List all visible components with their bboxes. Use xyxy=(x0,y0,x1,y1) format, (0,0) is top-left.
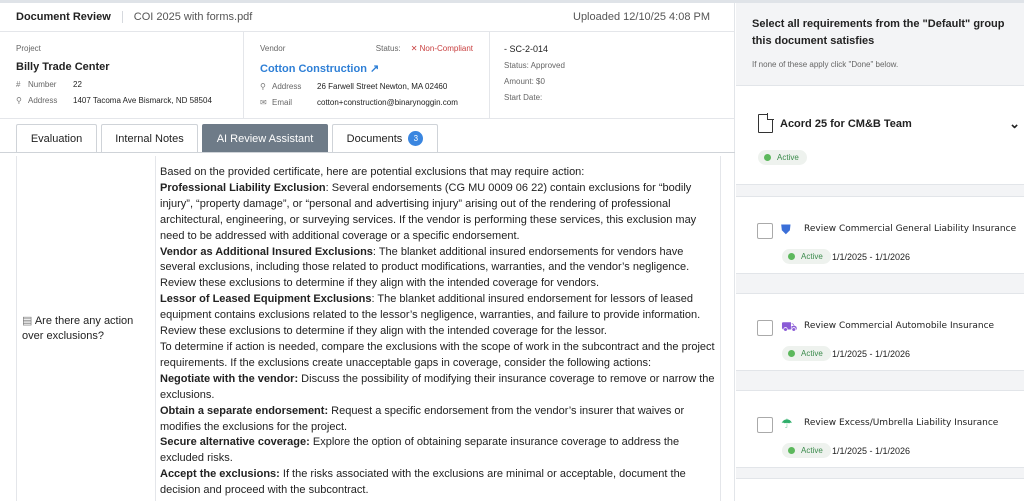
question-cell xyxy=(16,156,156,501)
contract-amount: Amount: $0 xyxy=(504,77,545,86)
status-label: Status: xyxy=(375,44,401,53)
action-body: Request a specific endorsement from the vendor’s insurer that waives or modifies the exclusions for the project. xyxy=(160,404,685,433)
exclusion-heading: Lessor of Leased Equipment Exclusions xyxy=(160,293,372,306)
exclusion-body: : The blanket additional insured endorsements for vendors have several exclusions, including those related to product modifications, warranties, and the vendor’s negligence. Review these exclusions to determine if they align with the intended coverage for vendors. xyxy=(160,245,690,290)
info-panel xyxy=(0,32,734,119)
vendor-email-row xyxy=(260,98,473,107)
location-pin-icon: ⚲ xyxy=(16,96,22,105)
status-text: Active xyxy=(777,153,799,162)
requirement-title: Review Commercial General Liability Insurance xyxy=(804,224,1017,234)
tab-label: Evaluation xyxy=(30,132,83,145)
exclusion-body: : The blanket additional insured endorsement for lessors of leased equipment contains exclusions related to the lessor’s negligence, warranties, and failure to provide information. Review these exclusions to determine if they align with the intended coverage for the lessor. xyxy=(160,293,701,338)
exclusion-heading: Professional Liability Exclusion xyxy=(160,181,326,194)
ai-answer xyxy=(160,165,716,499)
non-compliant-badge xyxy=(411,44,473,53)
question-text xyxy=(22,314,147,344)
action-heading: Secure alternative coverage: xyxy=(160,436,310,449)
tab-evaluation[interactable] xyxy=(16,124,97,152)
umbrella-icon: ☂ xyxy=(781,416,793,431)
requirement-dates: 1/1/2025 - 1/1/2026 xyxy=(832,446,911,456)
requirement-dates: 1/1/2025 - 1/1/2026 xyxy=(832,252,911,262)
shield-icon: ⛊ xyxy=(781,222,791,237)
hash-icon: # xyxy=(16,80,21,89)
tab-label: Internal Notes xyxy=(115,132,184,145)
project-address: 1407 Tacoma Ave Bismarck, ND 58504 xyxy=(73,96,212,105)
project-address-row xyxy=(16,96,227,105)
status-badge xyxy=(782,443,831,458)
contract-status: Status: Approved xyxy=(504,61,565,70)
vendor-info xyxy=(244,32,490,118)
status-text: Active xyxy=(801,349,823,358)
requirement-card xyxy=(736,293,1024,371)
status-badge xyxy=(758,150,807,165)
status-dot xyxy=(788,253,795,260)
group-title: Acord 25 for CM&B Team xyxy=(780,118,912,130)
requirement-title: Review Commercial Automobile Insurance xyxy=(804,321,995,331)
requirement-title: Review Excess/Umbrella Liability Insurance xyxy=(804,418,999,428)
question-label: Are there any action over exclusions? xyxy=(22,315,134,342)
status-dot xyxy=(788,447,795,454)
vendor-name-link[interactable] xyxy=(260,62,473,75)
x-icon: ✕ xyxy=(410,44,420,53)
tab-divider xyxy=(0,152,735,153)
tab-bar xyxy=(16,124,442,152)
status-badge xyxy=(782,249,831,264)
vendor-email-key: Email xyxy=(272,98,293,107)
file-name[interactable]: COI 2025 with forms.pdf xyxy=(133,11,253,23)
vendor-address: 26 Farwell Street Newton, MA 02460 xyxy=(317,82,448,91)
action-body: If the risks associated with the exclusions are minimal or acceptable, document the decision and proceed with the subcontract. xyxy=(160,468,686,497)
documents-count-badge: 3 xyxy=(408,131,423,146)
action-item xyxy=(160,404,716,436)
tab-label: AI Review Assistant xyxy=(216,132,314,145)
status-dot xyxy=(764,154,771,161)
external-link-icon[interactable]: ↗ xyxy=(370,63,380,75)
vendor-name[interactable]: Cotton Construction xyxy=(260,63,367,75)
action-body: Explore the option of obtaining separate insurance coverage to address the excluded risks. xyxy=(160,436,680,465)
project-number: 22 xyxy=(73,80,82,89)
project-name: Billy Trade Center xyxy=(16,61,110,73)
status-badge xyxy=(782,346,831,361)
exclusion-item xyxy=(160,245,716,293)
exclusion-body: : Several endorsements (CG MU 0009 06 22) contain exclusions for “bodily injury”, “property damage”, or “personal and advertising injury” arising out of the rendering of professional architectural, engineering, or surveying services. If the vendor is performing these services, this exclusion may need to be addressed with additional coverage or a specific endorsement. xyxy=(160,181,697,242)
vendor-address-key: Address xyxy=(272,82,302,91)
contract-start-date: Start Date: xyxy=(504,93,543,102)
requirement-checkbox[interactable] xyxy=(757,320,773,336)
project-info xyxy=(0,32,244,118)
page-title: Document Review xyxy=(16,11,123,23)
requirements-prompt: Select all requirements from the "Default" group this document satisfies xyxy=(752,18,1005,47)
action-body: Discuss the possibility of modifying their insurance coverage to remove or narrow the exclusions. xyxy=(160,372,715,401)
action-heading: Accept the exclusions: xyxy=(160,468,280,481)
answer-middle: To determine if action is needed, compare the exclusions with the scope of work in the subcontract and the project requirements. If the exclusions create unacceptable gaps in coverage, consider the following actions: xyxy=(160,340,715,369)
vendor-status: Non-Compliant xyxy=(419,44,473,53)
project-label: Project xyxy=(16,44,41,53)
vendor-header xyxy=(260,44,473,53)
car-icon: ⛟ xyxy=(781,319,798,334)
contract-id: - SC-2-014 xyxy=(504,44,549,54)
requirement-group[interactable] xyxy=(736,85,1024,185)
chevron-down-icon[interactable]: ⌄ xyxy=(1009,116,1020,131)
action-item xyxy=(160,372,716,404)
requirements-hint: If none of these apply click "Done" below. xyxy=(752,60,899,69)
uploaded-timestamp: Uploaded 12/10/25 4:08 PM xyxy=(573,11,710,23)
action-item xyxy=(160,435,716,467)
exclusion-heading: Vendor as Additional Insured Exclusions xyxy=(160,245,373,258)
project-number-row xyxy=(16,80,227,89)
status-text: Active xyxy=(801,252,823,261)
vendor-address-row xyxy=(260,82,473,91)
requirement-checkbox[interactable] xyxy=(757,417,773,433)
vendor-label: Vendor xyxy=(260,44,286,53)
requirement-card xyxy=(736,196,1024,274)
tab-label: Documents xyxy=(346,132,403,145)
requirement-checkbox[interactable] xyxy=(757,223,773,239)
action-item xyxy=(160,467,716,499)
status-dot xyxy=(788,350,795,357)
status-text: Active xyxy=(801,446,823,455)
document-icon xyxy=(758,114,773,133)
action-heading: Obtain a separate endorsement: xyxy=(160,404,329,417)
document-icon: ▤ xyxy=(22,315,35,327)
document-header xyxy=(0,3,734,32)
requirement-dates: 1/1/2025 - 1/1/2026 xyxy=(832,349,911,359)
location-pin-icon: ⚲ xyxy=(260,82,266,91)
contract-info xyxy=(490,32,579,118)
vendor-email: cotton+construction@binarynoggin.com xyxy=(317,98,458,107)
envelope-icon: ✉ xyxy=(260,98,267,107)
tab-internal-notes[interactable] xyxy=(101,124,198,152)
requirement-card xyxy=(736,390,1024,468)
project-address-key: Address xyxy=(28,96,58,105)
exclusion-item xyxy=(160,292,716,340)
tab-documents[interactable] xyxy=(332,124,438,152)
requirements-panel xyxy=(736,3,1024,501)
project-number-key: Number xyxy=(28,80,57,89)
tab-ai-review-assistant[interactable] xyxy=(202,124,328,152)
answer-intro: Based on the provided certificate, here are potential exclusions that may require action: xyxy=(160,166,585,178)
main-panel xyxy=(0,3,735,501)
action-heading: Negotiate with the vendor: xyxy=(160,372,299,385)
exclusion-item xyxy=(160,181,716,245)
next-card-edge xyxy=(736,478,1024,501)
